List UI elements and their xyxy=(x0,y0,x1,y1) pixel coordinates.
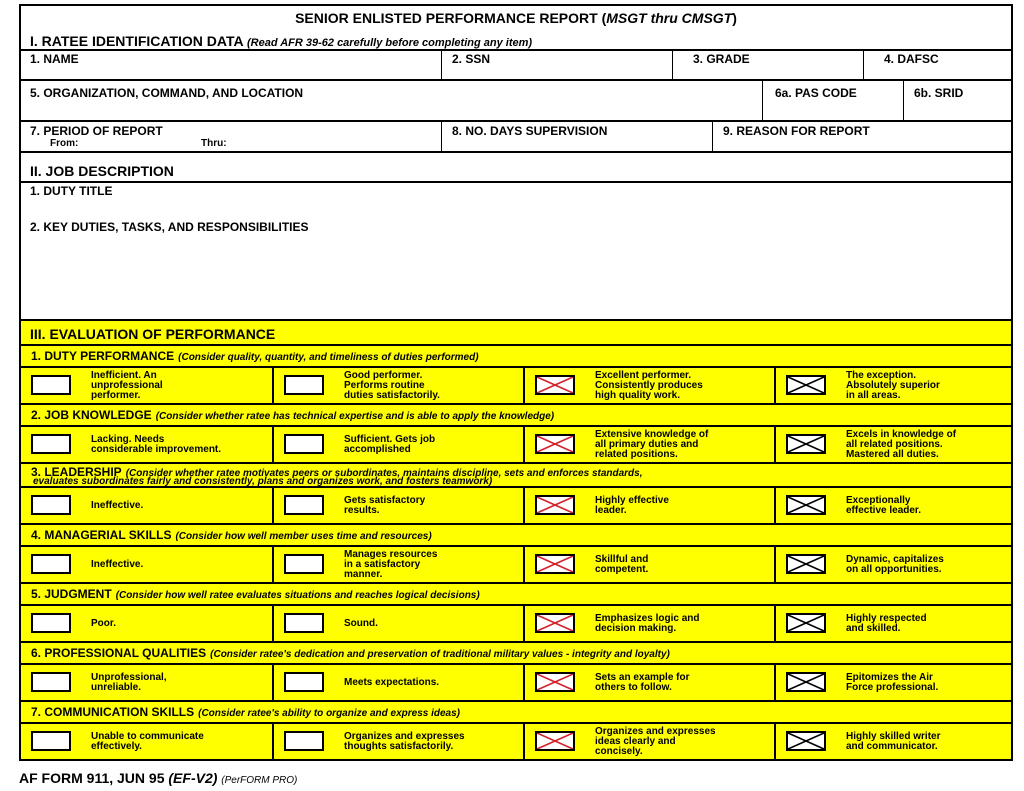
evaluation-option xyxy=(774,368,1015,403)
section3-header xyxy=(19,321,1013,346)
rating-option-text: Highly respected and skilled. xyxy=(846,612,927,634)
evaluation-options-row xyxy=(19,488,1013,525)
evaluation-option xyxy=(523,724,774,759)
evaluation-option xyxy=(774,665,1015,700)
x-mark-icon xyxy=(537,615,573,631)
rating-checkbox[interactable] xyxy=(31,672,71,692)
x-mark-icon xyxy=(788,674,824,690)
evaluation-item-note: (Consider how well member uses time and resources) xyxy=(175,531,432,542)
rating-checkbox[interactable] xyxy=(535,434,575,454)
rating-option-text: Dynamic, capitalizes on all opportunities. xyxy=(846,553,944,575)
evaluation-option xyxy=(774,488,1015,523)
rating-option-text: Inefficient. An unprofessional performer. xyxy=(91,369,163,401)
identification-row-1 xyxy=(19,51,1013,81)
rating-option-text: Ineffective. xyxy=(91,499,144,511)
rating-checkbox[interactable] xyxy=(284,434,324,454)
rating-option-text: Highly skilled writer and communicator. xyxy=(846,730,941,752)
form-version: (EF-V2) xyxy=(168,770,218,786)
rating-option-text: Organizes and expresses ideas clearly and concisely. xyxy=(595,725,716,757)
rating-checkbox[interactable] xyxy=(31,554,71,574)
evaluation-item-header xyxy=(19,584,1013,606)
rating-checkbox[interactable] xyxy=(284,613,324,633)
section3-heading: III. EVALUATION OF PERFORMANCE xyxy=(30,326,276,342)
rating-option-text: Emphasizes logic and decision making. xyxy=(595,612,700,634)
rating-option-text: Exceptionally effective leader. xyxy=(846,494,922,516)
rating-option-text: Sound. xyxy=(344,617,378,629)
evaluation-option xyxy=(21,488,272,523)
performance-report-form xyxy=(19,4,1013,761)
rating-option-text: Lacking. Needs considerable improvement. xyxy=(91,433,222,455)
ssn-field[interactable] xyxy=(441,51,491,79)
evaluation-option xyxy=(272,368,523,403)
evaluation-options-row xyxy=(19,368,1013,405)
evaluation-option xyxy=(21,427,272,462)
section2-header xyxy=(19,153,1013,183)
rating-option-text: Unprofessional, unreliable. xyxy=(91,671,167,693)
srid-field[interactable] xyxy=(903,81,964,120)
evaluation-item-label: 6. PROFESSIONAL QUALITIES xyxy=(31,646,207,660)
x-mark-icon xyxy=(788,733,824,749)
evaluation-option xyxy=(272,665,523,700)
dafsc-field[interactable] xyxy=(863,51,939,79)
evaluation-item-title xyxy=(31,528,432,542)
rating-checkbox[interactable] xyxy=(535,375,575,395)
rating-checkbox[interactable] xyxy=(535,613,575,633)
organization-field-label: 5. ORGANIZATION, COMMAND, AND LOCATION xyxy=(30,86,304,100)
evaluation-item-note: (Consider ratee's ability to organize and express ideas) xyxy=(198,708,461,719)
evaluation-option xyxy=(523,427,774,462)
rating-option-text: Skillful and competent. xyxy=(595,553,649,575)
x-mark-icon xyxy=(788,615,824,631)
form-id: AF FORM 911, JUN 95 xyxy=(19,770,165,786)
rating-checkbox[interactable] xyxy=(786,554,826,574)
rating-checkbox[interactable] xyxy=(284,731,324,751)
evaluation-option xyxy=(272,427,523,462)
rating-option-text: Excellent performer. Consistently produces high quality work. xyxy=(595,369,703,401)
rating-checkbox[interactable] xyxy=(786,672,826,692)
x-mark-icon xyxy=(788,497,824,513)
evaluation-option xyxy=(774,547,1015,582)
evaluation-option xyxy=(523,368,774,403)
duty-title-label: 1. DUTY TITLE xyxy=(30,184,113,198)
rating-option-text: Epitomizes the Air Force professional. xyxy=(846,671,939,693)
evaluation-option xyxy=(21,724,272,759)
evaluation-options-row xyxy=(19,547,1013,584)
pas-code-label: 6a. PAS CODE xyxy=(775,86,857,100)
evaluation-item-header xyxy=(19,346,1013,368)
x-mark-icon xyxy=(788,377,824,393)
grade-field[interactable] xyxy=(672,51,750,79)
form-footer xyxy=(19,770,297,786)
rating-checkbox[interactable] xyxy=(284,375,324,395)
x-mark-icon xyxy=(537,497,573,513)
evaluation-item-title xyxy=(31,646,670,660)
evaluation-item-label: 5. JUDGMENT xyxy=(31,587,112,601)
evaluation-item-header xyxy=(19,643,1013,665)
evaluation-item-title xyxy=(31,705,460,719)
period-thru-label: Thru: xyxy=(201,138,227,149)
evaluation-items xyxy=(19,346,1013,761)
rating-option-text: Meets expectations. xyxy=(344,676,440,688)
job-description-body[interactable] xyxy=(19,183,1013,321)
dafsc-field-label: 4. DAFSC xyxy=(884,52,939,66)
rating-checkbox[interactable] xyxy=(535,495,575,515)
rating-option-text: Poor. xyxy=(91,617,117,629)
rating-checkbox[interactable] xyxy=(786,495,826,515)
x-mark-icon xyxy=(537,674,573,690)
rating-checkbox[interactable] xyxy=(284,495,324,515)
rating-checkbox[interactable] xyxy=(284,554,324,574)
evaluation-option xyxy=(21,547,272,582)
x-mark-icon xyxy=(537,733,573,749)
evaluation-option xyxy=(21,665,272,700)
software-name: (PerFORM PRO) xyxy=(221,775,298,786)
rating-option-text: Ineffective. xyxy=(91,558,144,570)
rating-option-text: Sufficient. Gets job accomplished xyxy=(344,433,436,455)
evaluation-options-row xyxy=(19,724,1013,761)
period-field-label: 7. PERIOD OF REPORT xyxy=(30,124,163,138)
rating-option-text: Manages resources in a satisfactory manner. xyxy=(344,548,438,580)
identification-row-3 xyxy=(19,122,1013,153)
evaluation-option xyxy=(21,606,272,641)
rating-checkbox[interactable] xyxy=(535,731,575,751)
evaluation-option xyxy=(523,606,774,641)
evaluation-item-note: (Consider whether ratee motivates peers or subordinates, maintains discipline, sets and enforces standards, xyxy=(125,468,643,479)
key-duties-label: 2. KEY DUTIES, TASKS, AND RESPONSIBILITIES xyxy=(30,220,309,234)
rating-option-text: Extensive knowledge of all primary duties and related positions. xyxy=(595,428,709,460)
pas-code-field[interactable] xyxy=(762,81,857,120)
evaluation-item-label: 2. JOB KNOWLEDGE xyxy=(31,408,152,422)
evaluation-item-title xyxy=(31,349,479,363)
section1-heading: I. RATEE IDENTIFICATION DATA (Read AFR 39-62 carefully before completing any item) xyxy=(30,33,533,49)
evaluation-item-title xyxy=(31,408,554,422)
rating-checkbox[interactable] xyxy=(786,731,826,751)
form-header xyxy=(19,4,1013,51)
evaluation-item-label: 7. COMMUNICATION SKILLS xyxy=(31,705,195,719)
evaluation-item-header xyxy=(19,702,1013,724)
evaluation-item-label: 1. DUTY PERFORMANCE xyxy=(31,349,175,363)
evaluation-item-header xyxy=(19,525,1013,547)
rating-option-text: Gets satisfactory results. xyxy=(344,494,426,516)
evaluation-item-header xyxy=(19,405,1013,427)
rating-checkbox[interactable] xyxy=(535,554,575,574)
x-mark-icon xyxy=(537,377,573,393)
rating-checkbox[interactable] xyxy=(535,672,575,692)
evaluation-item-title xyxy=(31,587,480,601)
name-field-label: 1. NAME xyxy=(30,52,79,66)
evaluation-option xyxy=(272,488,523,523)
days-supervision-field[interactable] xyxy=(441,122,608,151)
x-mark-icon xyxy=(788,556,824,572)
rating-checkbox[interactable] xyxy=(786,434,826,454)
rating-checkbox[interactable] xyxy=(31,375,71,395)
rating-option-text: Excels in knowledge of all related positions. Mastered all duties. xyxy=(846,428,957,460)
days-supervision-label: 8. NO. DAYS SUPERVISION xyxy=(452,124,608,138)
x-mark-icon xyxy=(537,556,573,572)
evaluation-item-label: 3. LEADERSHIP xyxy=(31,465,122,479)
evaluation-option xyxy=(21,368,272,403)
identification-row-2 xyxy=(19,81,1013,122)
rating-option-text: Good performer. Performs routine duties satisfactorily. xyxy=(344,369,440,401)
rating-option-text: Organizes and expresses thoughts satisfactorily. xyxy=(344,730,465,752)
rating-checkbox[interactable] xyxy=(786,613,826,633)
evaluation-item-note-cont: evaluates subordinates fairly and consistently, plans and organizes work, and fosters teamwork) xyxy=(33,476,493,487)
x-mark-icon xyxy=(788,436,824,452)
grade-field-label: 3. GRADE xyxy=(693,52,750,66)
rating-option-text: Highly effective leader. xyxy=(595,494,669,516)
form-title: SENIOR ENLISTED PERFORMANCE REPORT (MSGT thru CMSGT) xyxy=(295,10,737,26)
evaluation-item-note: (Consider ratee's dedication and preservation of traditional military values - integrity and loyalty) xyxy=(210,649,670,660)
evaluation-item-note: (Consider whether ratee has technical expertise and is able to apply the knowledge) xyxy=(155,411,555,422)
evaluation-option xyxy=(523,547,774,582)
evaluation-options-row xyxy=(19,427,1013,464)
evaluation-option xyxy=(272,724,523,759)
section2-heading: II. JOB DESCRIPTION xyxy=(30,163,174,179)
rating-option-text: Sets an example for others to follow. xyxy=(595,671,690,693)
period-from-label: From: xyxy=(50,138,79,149)
rating-checkbox[interactable] xyxy=(31,495,71,515)
evaluation-option xyxy=(272,606,523,641)
rating-option-text: Unable to communicate effectively. xyxy=(91,730,204,752)
evaluation-option xyxy=(774,606,1015,641)
evaluation-item-note: (Consider how well ratee evaluates situations and reaches logical decisions) xyxy=(115,590,480,601)
x-mark-icon xyxy=(537,436,573,452)
evaluation-options-row xyxy=(19,665,1013,702)
ssn-field-label: 2. SSN xyxy=(452,52,491,66)
evaluation-option xyxy=(774,724,1015,759)
srid-label: 6b. SRID xyxy=(914,86,964,100)
rating-option-text: The exception. Absolutely superior in all areas. xyxy=(846,369,940,401)
rating-checkbox[interactable] xyxy=(31,613,71,633)
rating-checkbox[interactable] xyxy=(786,375,826,395)
reason-field[interactable] xyxy=(712,122,870,151)
reason-label: 9. REASON FOR REPORT xyxy=(723,124,870,138)
evaluation-option xyxy=(272,547,523,582)
evaluation-option xyxy=(523,488,774,523)
rating-checkbox[interactable] xyxy=(31,731,71,751)
rating-checkbox[interactable] xyxy=(284,672,324,692)
evaluation-options-row xyxy=(19,606,1013,643)
evaluation-option xyxy=(774,427,1015,462)
evaluation-item-label: 4. MANAGERIAL SKILLS xyxy=(31,528,172,542)
rating-checkbox[interactable] xyxy=(31,434,71,454)
evaluation-item-note: (Consider quality, quantity, and timeliness of duties performed) xyxy=(178,352,479,363)
evaluation-item-header xyxy=(19,464,1013,488)
evaluation-option xyxy=(523,665,774,700)
